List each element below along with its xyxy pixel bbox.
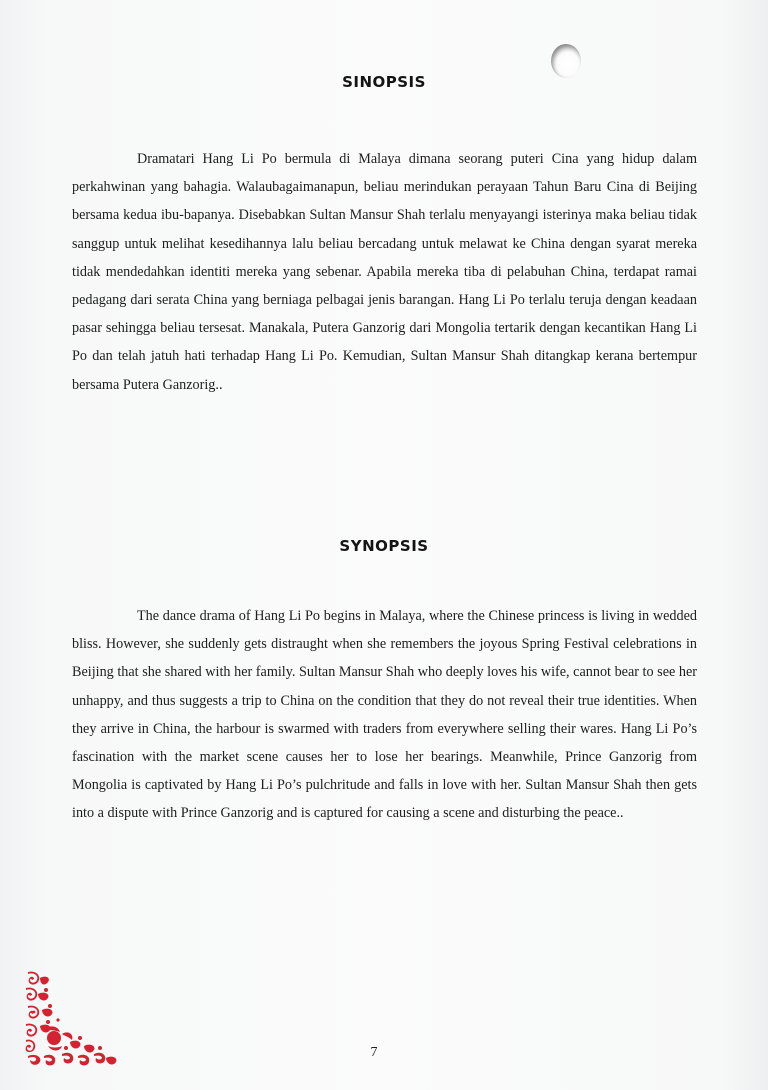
- heading-synopsis: SYNOPSIS: [339, 537, 429, 555]
- page-number: 7: [370, 1045, 378, 1060]
- synopsis-paragraph-malay: Dramatari Hang Li Po bermula di Malaya dimana seorang puteri Cina yang hidup dalam perkahwinan yang bahagia. Walaubagaimanapun, beliau merindukan perayaan Tahun Baru Cina di Beijing bersama kedua ibu-bapanya. Disebabkan Sultan Mansur Shah terlalu menyayangi isterinya maka beliau tidak sanggup untuk melihat kesedihannya lalu beliau bercadang untuk melawat ke China dengan syarat mereka tidak mendedahkan identiti mereka yang sebenar. Apabila mereka tiba di pelabuhan China, terdapat ramai pedagang dari serata China yang berniaga pelbagai jenis barangan. Hang Li Po terlalu teruja dengan keadaan pasar sehingga beliau tersesat. Manakala, Putera Ganzorig dari Mongolia tertarik dengan kecantikan Hang Li Po dan telah jatuh hati terhadap Hang Li Po. Kemudian, Sultan Mansur Shah ditangkap kerana bertempur bersama Putera Ganzorig..: [72, 151, 697, 393]
- heading-sinopsis: SINOPSIS: [342, 73, 426, 91]
- synopsis-paragraph-english: The dance drama of Hang Li Po begins in Malaya, where the Chinese princess is living in wedded bliss. However, she suddenly gets distraught when she remembers the joyous Spring Festival celebrations in Beijing that she shared with her family. Sultan Mansur Shah who deeply loves his wife, cannot bear to see her unhappy, and thus suggests a trip to China on the condition that they do not reveal their true identities. When they arrive in China, the harbour is swarmed with traders from everywhere selling their wares. Hang Li Po’s fascination with the market scene causes her to lose her bearings. Meanwhile, Prince Ganzorig from Mongolia is captivated by Hang Li Po’s pulchritude and falls in love with her. Sultan Mansur Shah then gets into a dispute with Prince Ganzorig and is captured for causing a scene and disturbing the peace..: [72, 608, 697, 822]
